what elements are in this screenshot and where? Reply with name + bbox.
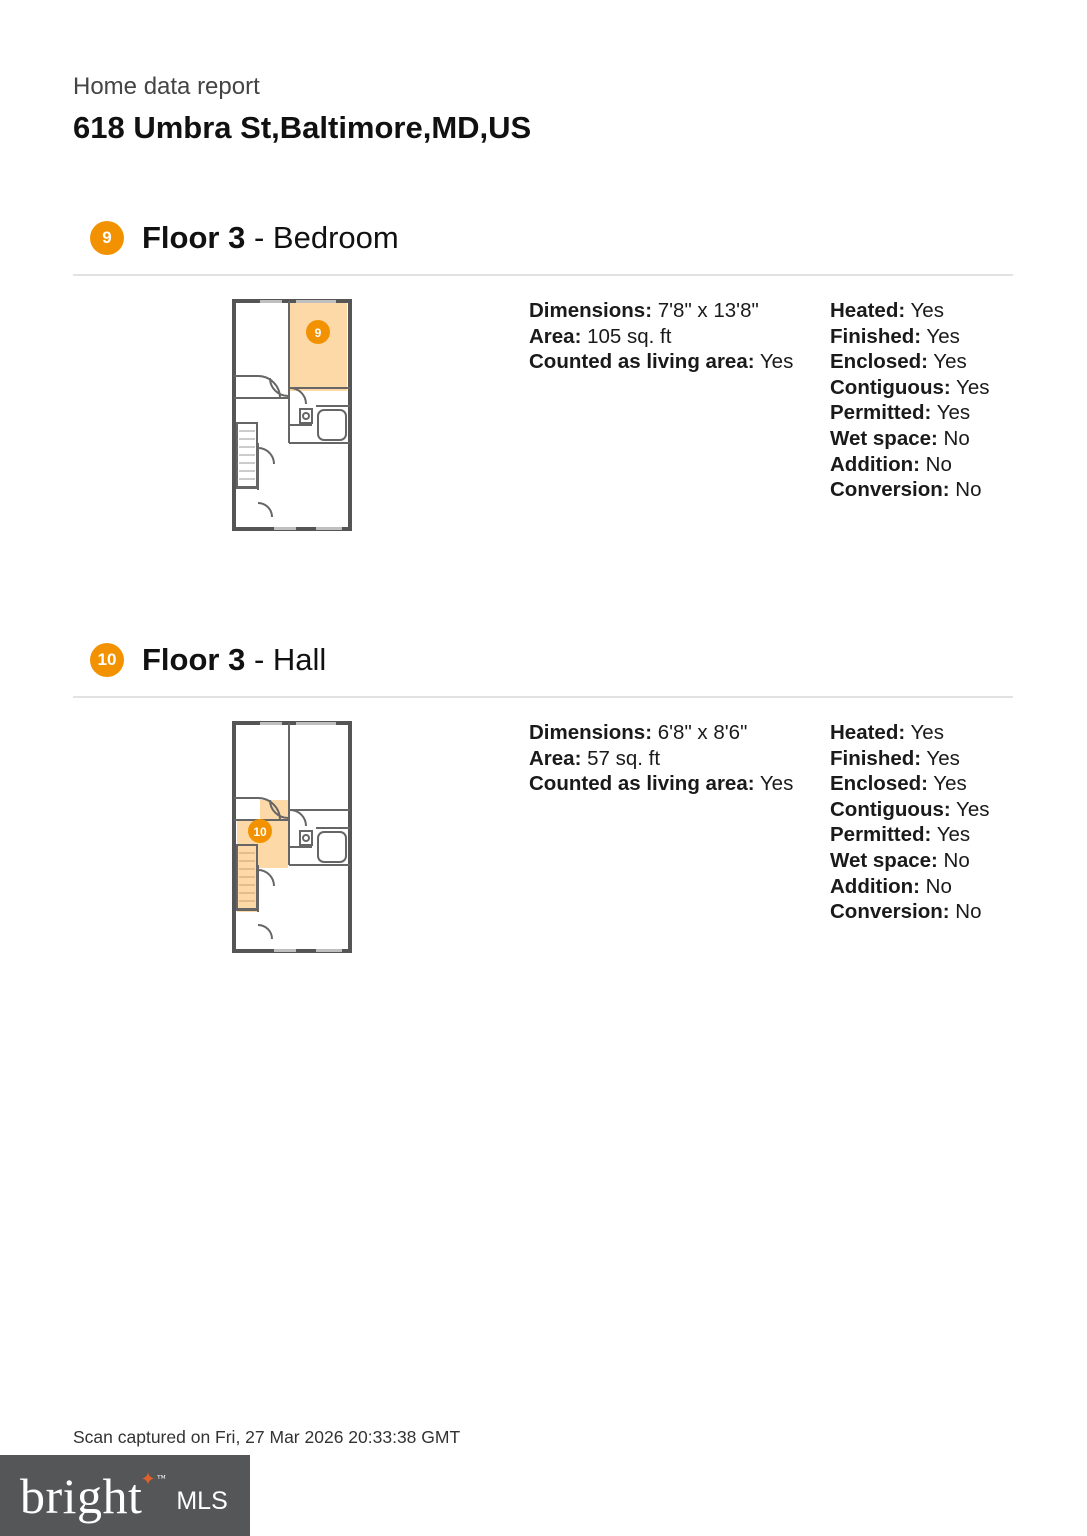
attribute-row: Addition: No bbox=[830, 874, 952, 898]
section-divider bbox=[73, 274, 1013, 276]
floor-plan-drawing bbox=[234, 300, 350, 530]
section-divider bbox=[73, 696, 1013, 698]
title-separator: - bbox=[245, 642, 273, 677]
attribute-row: Conversion: No bbox=[830, 900, 982, 924]
floor-label: Floor 3 bbox=[142, 220, 246, 255]
room-name: Bedroom bbox=[272, 220, 399, 255]
report-subtitle: Home data report bbox=[73, 73, 260, 100]
attribute-row: Heated: Yes bbox=[830, 299, 944, 322]
svg-text:10: 10 bbox=[253, 825, 267, 839]
room-number-badge: 10 bbox=[90, 643, 124, 677]
floor-label: Floor 3 bbox=[142, 642, 246, 677]
detail-row: Counted as living area: Yes bbox=[529, 350, 794, 374]
floor-plan-drawing bbox=[234, 722, 350, 952]
attribute-row: Permitted: Yes bbox=[830, 823, 971, 847]
attribute-row: Permitted: Yes bbox=[830, 401, 971, 425]
room-name: Hall bbox=[272, 642, 327, 677]
detail-row: Dimensions: 6'8" x 8'6" bbox=[529, 721, 748, 744]
room-header bbox=[90, 640, 326, 680]
room-section-bedroom bbox=[0, 218, 1087, 548]
room-attributes bbox=[830, 298, 989, 503]
room-details bbox=[529, 720, 793, 797]
svg-text:9: 9 bbox=[314, 326, 322, 340]
floor-plan-thumbnail bbox=[230, 298, 355, 534]
detail-row: Area: 57 sq. ft bbox=[529, 746, 661, 770]
room-section-hall bbox=[0, 640, 1087, 970]
attribute-row: Wet space: No bbox=[830, 848, 970, 872]
room-attributes bbox=[830, 720, 989, 925]
logo-wordmark: bright✦™ bbox=[20, 1467, 167, 1524]
attribute-row: Addition: No bbox=[830, 452, 952, 476]
room-header bbox=[90, 218, 399, 258]
title-separator: - bbox=[245, 220, 273, 255]
detail-row: Area: 105 sq. ft bbox=[529, 324, 672, 348]
room-title bbox=[142, 642, 326, 678]
room-title bbox=[142, 220, 399, 256]
bright-mls-logo bbox=[0, 1455, 250, 1536]
logo-star-icon: ✦ bbox=[140, 1468, 157, 1489]
detail-row: Counted as living area: Yes bbox=[529, 772, 794, 796]
attribute-row: Finished: Yes bbox=[830, 746, 960, 770]
scan-timestamp: Scan captured on Fri, 27 Mar 2026 20:33:38 GMT bbox=[73, 1427, 461, 1447]
attribute-row: Enclosed: Yes bbox=[830, 350, 967, 374]
logo-mls-text: MLS bbox=[176, 1487, 228, 1515]
property-address: 618 Umbra St,Baltimore,MD,US bbox=[73, 110, 532, 145]
attribute-row: Heated: Yes bbox=[830, 721, 944, 744]
attribute-row: Contiguous: Yes bbox=[830, 797, 990, 821]
room-details bbox=[529, 298, 793, 375]
attribute-row: Conversion: No bbox=[830, 478, 982, 502]
detail-row: Dimensions: 7'8" x 13'8" bbox=[529, 299, 759, 322]
floor-plan-thumbnail bbox=[230, 720, 355, 956]
attribute-row: Contiguous: Yes bbox=[830, 375, 990, 399]
attribute-row: Wet space: No bbox=[830, 426, 970, 450]
attribute-row: Finished: Yes bbox=[830, 324, 960, 348]
attribute-row: Enclosed: Yes bbox=[830, 772, 967, 796]
room-number-badge: 9 bbox=[90, 221, 124, 255]
highlight-bedroom bbox=[290, 303, 347, 391]
